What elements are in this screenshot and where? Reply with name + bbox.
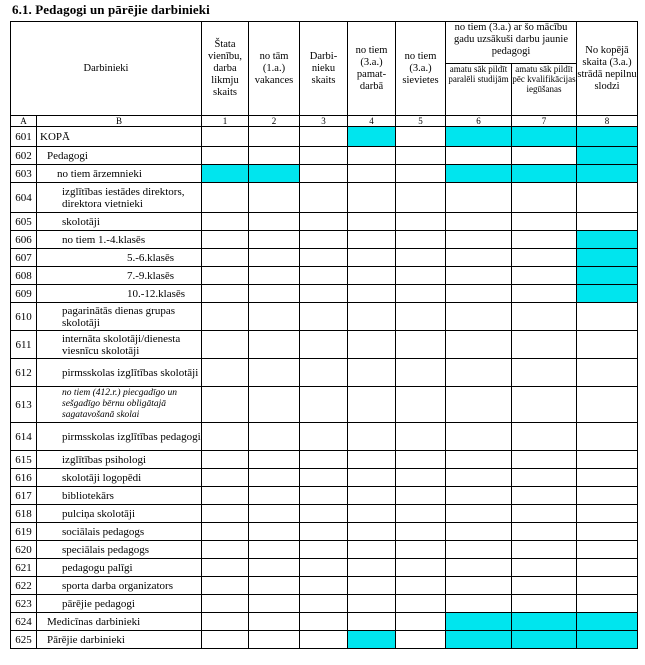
data-cell[interactable] bbox=[512, 359, 577, 387]
data-cell[interactable] bbox=[446, 249, 512, 267]
data-cell[interactable] bbox=[249, 147, 300, 165]
row-code: 622 bbox=[11, 577, 37, 595]
table-row bbox=[11, 213, 638, 231]
row-label: pirmsskolas izglītības skolotāji bbox=[37, 359, 202, 387]
data-cell[interactable] bbox=[396, 487, 446, 505]
data-cell[interactable] bbox=[202, 387, 249, 423]
table-row bbox=[11, 387, 638, 423]
data-cell[interactable] bbox=[249, 359, 300, 387]
data-cell[interactable] bbox=[249, 165, 300, 183]
data-cell[interactable] bbox=[249, 423, 300, 451]
row-code: 623 bbox=[11, 595, 37, 613]
data-cell[interactable] bbox=[202, 127, 249, 147]
data-cell[interactable] bbox=[249, 559, 300, 577]
data-cell[interactable] bbox=[512, 387, 577, 423]
row-code: 602 bbox=[11, 147, 37, 165]
data-cell[interactable] bbox=[249, 487, 300, 505]
data-cell[interactable] bbox=[249, 249, 300, 267]
table-row bbox=[11, 303, 638, 331]
data-cell[interactable] bbox=[202, 331, 249, 359]
data-cell[interactable] bbox=[249, 523, 300, 541]
data-cell[interactable] bbox=[446, 387, 512, 423]
data-cell[interactable] bbox=[300, 505, 348, 523]
table-row bbox=[11, 165, 638, 183]
data-cell[interactable] bbox=[577, 577, 638, 595]
row-code: 603 bbox=[11, 165, 37, 183]
column-letter: B bbox=[37, 116, 202, 127]
data-cell[interactable] bbox=[446, 577, 512, 595]
staff-table bbox=[10, 21, 638, 649]
data-cell[interactable] bbox=[577, 231, 638, 249]
row-label: Pārējie darbinieki bbox=[37, 631, 202, 649]
data-cell[interactable] bbox=[348, 469, 396, 487]
row-code: 615 bbox=[11, 451, 37, 469]
data-cell[interactable] bbox=[577, 541, 638, 559]
row-code: 612 bbox=[11, 359, 37, 387]
data-cell[interactable] bbox=[300, 595, 348, 613]
data-cell[interactable] bbox=[512, 213, 577, 231]
data-cell[interactable] bbox=[300, 359, 348, 387]
data-cell[interactable] bbox=[396, 213, 446, 231]
data-cell[interactable] bbox=[512, 249, 577, 267]
table-body bbox=[11, 127, 638, 649]
data-cell[interactable] bbox=[202, 165, 249, 183]
data-cell[interactable] bbox=[577, 165, 638, 183]
row-label: internāta skolotāji/dienesta viesnīcu skolotāji bbox=[37, 331, 202, 359]
table-row bbox=[11, 249, 638, 267]
data-cell[interactable] bbox=[202, 631, 249, 649]
row-label: Pedagogi bbox=[37, 147, 202, 165]
row-code: 621 bbox=[11, 559, 37, 577]
data-cell[interactable] bbox=[300, 127, 348, 147]
data-cell[interactable] bbox=[348, 523, 396, 541]
row-code: 611 bbox=[11, 331, 37, 359]
header-col6: amatu sāk pildīt paralēli studijām bbox=[446, 64, 512, 116]
data-cell[interactable] bbox=[396, 331, 446, 359]
data-cell[interactable] bbox=[202, 469, 249, 487]
data-cell[interactable] bbox=[577, 359, 638, 387]
table-row bbox=[11, 631, 638, 649]
data-cell[interactable] bbox=[202, 267, 249, 285]
data-cell[interactable] bbox=[512, 303, 577, 331]
row-code: 618 bbox=[11, 505, 37, 523]
header-col1: Štata vienību, darba likmju skaits bbox=[202, 22, 249, 116]
data-cell[interactable] bbox=[348, 285, 396, 303]
row-code: 617 bbox=[11, 487, 37, 505]
row-label: 5.-6.klasēs bbox=[37, 249, 202, 267]
data-cell[interactable] bbox=[512, 331, 577, 359]
data-cell[interactable] bbox=[446, 165, 512, 183]
data-cell[interactable] bbox=[446, 613, 512, 631]
data-cell[interactable] bbox=[577, 423, 638, 451]
data-cell[interactable] bbox=[577, 487, 638, 505]
data-cell[interactable] bbox=[512, 631, 577, 649]
data-cell[interactable] bbox=[446, 183, 512, 213]
row-code: 608 bbox=[11, 267, 37, 285]
data-cell[interactable] bbox=[577, 505, 638, 523]
row-label: skolotāji bbox=[37, 213, 202, 231]
column-letters-row bbox=[11, 116, 638, 127]
data-cell[interactable] bbox=[577, 523, 638, 541]
table-row bbox=[11, 127, 638, 147]
data-cell[interactable] bbox=[396, 183, 446, 213]
row-code: 613 bbox=[11, 387, 37, 423]
data-cell[interactable] bbox=[249, 631, 300, 649]
data-cell[interactable] bbox=[202, 451, 249, 469]
data-cell[interactable] bbox=[577, 213, 638, 231]
row-label: pagarinātās dienas grupas skolotāji bbox=[37, 303, 202, 331]
data-cell[interactable] bbox=[348, 595, 396, 613]
data-cell[interactable] bbox=[249, 267, 300, 285]
data-cell[interactable] bbox=[577, 303, 638, 331]
data-cell[interactable] bbox=[512, 469, 577, 487]
row-label: no tiem 1.-4.klasēs bbox=[37, 231, 202, 249]
data-cell[interactable] bbox=[348, 577, 396, 595]
row-code: 607 bbox=[11, 249, 37, 267]
row-label: 10.-12.klasēs bbox=[37, 285, 202, 303]
data-cell[interactable] bbox=[249, 387, 300, 423]
data-cell[interactable] bbox=[396, 613, 446, 631]
table-row bbox=[11, 541, 638, 559]
data-cell[interactable] bbox=[202, 231, 249, 249]
data-cell[interactable] bbox=[348, 359, 396, 387]
data-cell[interactable] bbox=[202, 559, 249, 577]
data-cell[interactable] bbox=[202, 183, 249, 213]
data-cell[interactable] bbox=[446, 487, 512, 505]
row-code: 625 bbox=[11, 631, 37, 649]
column-letter: 2 bbox=[249, 116, 300, 127]
data-cell[interactable] bbox=[577, 267, 638, 285]
data-cell[interactable] bbox=[446, 631, 512, 649]
data-cell[interactable] bbox=[512, 147, 577, 165]
data-cell[interactable] bbox=[300, 249, 348, 267]
data-cell[interactable] bbox=[396, 267, 446, 285]
table-row bbox=[11, 183, 638, 213]
data-cell[interactable] bbox=[300, 267, 348, 285]
data-cell[interactable] bbox=[348, 541, 396, 559]
data-cell[interactable] bbox=[577, 469, 638, 487]
table-row bbox=[11, 559, 638, 577]
data-cell[interactable] bbox=[512, 285, 577, 303]
data-cell[interactable] bbox=[249, 505, 300, 523]
row-label: pulciņa skolotāji bbox=[37, 505, 202, 523]
data-cell[interactable] bbox=[300, 577, 348, 595]
data-cell[interactable] bbox=[348, 613, 396, 631]
row-code: 620 bbox=[11, 541, 37, 559]
data-cell[interactable] bbox=[396, 523, 446, 541]
data-cell[interactable] bbox=[446, 595, 512, 613]
row-label: pedagogu palīgi bbox=[37, 559, 202, 577]
row-label: no tiem ārzemnieki bbox=[37, 165, 202, 183]
data-cell[interactable] bbox=[300, 559, 348, 577]
header-darbinieki: Darbinieki bbox=[11, 22, 202, 116]
data-cell[interactable] bbox=[348, 127, 396, 147]
data-cell[interactable] bbox=[446, 267, 512, 285]
row-code: 614 bbox=[11, 423, 37, 451]
row-code: 606 bbox=[11, 231, 37, 249]
row-code: 604 bbox=[11, 183, 37, 213]
data-cell[interactable] bbox=[446, 147, 512, 165]
table-row bbox=[11, 285, 638, 303]
data-cell[interactable] bbox=[249, 331, 300, 359]
data-cell[interactable] bbox=[396, 595, 446, 613]
column-letter: 7 bbox=[512, 116, 577, 127]
data-cell[interactable] bbox=[300, 451, 348, 469]
row-label: izglītības iestādes direktors, direktora vietnieki bbox=[37, 183, 202, 213]
row-code: 610 bbox=[11, 303, 37, 331]
section-title: 6.1. Pedagogi un pārējie darbinieki bbox=[12, 2, 210, 17]
column-letter: 5 bbox=[396, 116, 446, 127]
data-cell[interactable] bbox=[348, 559, 396, 577]
data-cell[interactable] bbox=[446, 523, 512, 541]
data-cell[interactable] bbox=[249, 285, 300, 303]
data-cell[interactable] bbox=[446, 359, 512, 387]
data-cell[interactable] bbox=[202, 147, 249, 165]
row-code: 619 bbox=[11, 523, 37, 541]
table-row bbox=[11, 613, 638, 631]
header-col4: no tiem (3.a.) pamat-darbā bbox=[348, 22, 396, 116]
data-cell[interactable] bbox=[396, 505, 446, 523]
data-cell[interactable] bbox=[300, 613, 348, 631]
data-cell[interactable] bbox=[512, 267, 577, 285]
column-letter: 4 bbox=[348, 116, 396, 127]
table-row bbox=[11, 577, 638, 595]
data-cell[interactable] bbox=[300, 331, 348, 359]
table-row bbox=[11, 523, 638, 541]
data-cell[interactable] bbox=[512, 613, 577, 631]
data-cell[interactable] bbox=[577, 613, 638, 631]
table-row bbox=[11, 331, 638, 359]
data-cell[interactable] bbox=[249, 541, 300, 559]
data-cell[interactable] bbox=[512, 523, 577, 541]
data-cell[interactable] bbox=[446, 505, 512, 523]
data-cell[interactable] bbox=[300, 469, 348, 487]
column-letter: 1 bbox=[202, 116, 249, 127]
data-cell[interactable] bbox=[249, 127, 300, 147]
data-cell[interactable] bbox=[249, 183, 300, 213]
data-cell[interactable] bbox=[446, 469, 512, 487]
data-cell[interactable] bbox=[348, 183, 396, 213]
column-letter: A bbox=[11, 116, 37, 127]
data-cell[interactable] bbox=[300, 523, 348, 541]
data-cell[interactable] bbox=[202, 249, 249, 267]
data-cell[interactable] bbox=[202, 285, 249, 303]
row-code: 609 bbox=[11, 285, 37, 303]
data-cell[interactable] bbox=[446, 285, 512, 303]
row-label: speciālais pedagogs bbox=[37, 541, 202, 559]
table-row bbox=[11, 231, 638, 249]
row-label: izglītības psihologi bbox=[37, 451, 202, 469]
table-row bbox=[11, 451, 638, 469]
data-cell[interactable] bbox=[577, 451, 638, 469]
data-cell[interactable] bbox=[202, 359, 249, 387]
header-col5: no tiem (3.a.) sievietes bbox=[396, 22, 446, 116]
data-cell[interactable] bbox=[396, 577, 446, 595]
data-cell[interactable] bbox=[300, 213, 348, 231]
data-cell[interactable] bbox=[300, 285, 348, 303]
data-cell[interactable] bbox=[249, 213, 300, 231]
data-cell[interactable] bbox=[512, 183, 577, 213]
data-cell[interactable] bbox=[348, 267, 396, 285]
data-cell[interactable] bbox=[202, 613, 249, 631]
data-cell[interactable] bbox=[512, 559, 577, 577]
row-label: KOPĀ bbox=[37, 127, 202, 147]
data-cell[interactable] bbox=[300, 541, 348, 559]
data-cell[interactable] bbox=[348, 165, 396, 183]
data-cell[interactable] bbox=[202, 505, 249, 523]
data-cell[interactable] bbox=[202, 487, 249, 505]
table-row bbox=[11, 487, 638, 505]
data-cell[interactable] bbox=[446, 423, 512, 451]
data-cell[interactable] bbox=[577, 285, 638, 303]
table-row bbox=[11, 595, 638, 613]
data-cell[interactable] bbox=[348, 303, 396, 331]
data-cell[interactable] bbox=[249, 451, 300, 469]
data-cell[interactable] bbox=[396, 469, 446, 487]
data-cell[interactable] bbox=[348, 423, 396, 451]
data-cell[interactable] bbox=[348, 387, 396, 423]
data-cell[interactable] bbox=[577, 595, 638, 613]
data-cell[interactable] bbox=[396, 631, 446, 649]
data-cell[interactable] bbox=[249, 613, 300, 631]
row-label: no tiem (412.r.) piecgadīgo un sešgadīgo bērnu obligātajā sagatavošanā skolai bbox=[37, 387, 202, 423]
data-cell[interactable] bbox=[577, 127, 638, 147]
data-cell[interactable] bbox=[202, 523, 249, 541]
data-cell[interactable] bbox=[300, 147, 348, 165]
data-cell[interactable] bbox=[300, 387, 348, 423]
row-code: 601 bbox=[11, 127, 37, 147]
data-cell[interactable] bbox=[512, 451, 577, 469]
data-cell[interactable] bbox=[577, 631, 638, 649]
data-cell[interactable] bbox=[512, 423, 577, 451]
data-cell[interactable] bbox=[348, 505, 396, 523]
column-letter: 6 bbox=[446, 116, 512, 127]
data-cell[interactable] bbox=[249, 595, 300, 613]
table-row bbox=[11, 423, 638, 451]
data-cell[interactable] bbox=[396, 559, 446, 577]
data-cell[interactable] bbox=[348, 213, 396, 231]
data-cell[interactable] bbox=[577, 183, 638, 213]
data-cell[interactable] bbox=[396, 249, 446, 267]
column-letter: 8 bbox=[577, 116, 638, 127]
data-cell[interactable] bbox=[512, 577, 577, 595]
data-cell[interactable] bbox=[512, 505, 577, 523]
table-row bbox=[11, 359, 638, 387]
table-row bbox=[11, 505, 638, 523]
data-cell[interactable] bbox=[202, 213, 249, 231]
row-label: pārējie pedagogi bbox=[37, 595, 202, 613]
data-cell[interactable] bbox=[396, 541, 446, 559]
data-cell[interactable] bbox=[300, 303, 348, 331]
data-cell[interactable] bbox=[348, 331, 396, 359]
data-cell[interactable] bbox=[348, 451, 396, 469]
data-cell[interactable] bbox=[577, 249, 638, 267]
data-cell[interactable] bbox=[300, 631, 348, 649]
data-cell[interactable] bbox=[300, 165, 348, 183]
data-cell[interactable] bbox=[446, 127, 512, 147]
data-cell[interactable] bbox=[348, 249, 396, 267]
row-code: 624 bbox=[11, 613, 37, 631]
column-letter: 3 bbox=[300, 116, 348, 127]
header-col2: no tām (1.a.) vakances bbox=[249, 22, 300, 116]
data-cell[interactable] bbox=[249, 303, 300, 331]
data-cell[interactable] bbox=[446, 331, 512, 359]
data-cell[interactable] bbox=[300, 487, 348, 505]
data-cell[interactable] bbox=[396, 285, 446, 303]
data-cell[interactable] bbox=[446, 559, 512, 577]
data-cell[interactable] bbox=[202, 423, 249, 451]
data-cell[interactable] bbox=[577, 147, 638, 165]
row-label: 7.-9.klasēs bbox=[37, 267, 202, 285]
data-cell[interactable] bbox=[202, 577, 249, 595]
table-row bbox=[11, 267, 638, 285]
row-code: 605 bbox=[11, 213, 37, 231]
header-col3: Darbi-nieku skaits bbox=[300, 22, 348, 116]
row-label: sociālais pedagogs bbox=[37, 523, 202, 541]
row-label: bibliotekārs bbox=[37, 487, 202, 505]
data-cell[interactable] bbox=[396, 231, 446, 249]
data-cell[interactable] bbox=[202, 541, 249, 559]
data-cell[interactable] bbox=[512, 541, 577, 559]
data-cell[interactable] bbox=[249, 469, 300, 487]
header-col7: amatu sāk pildīt pēc kvalifikācijas iegūšanas bbox=[512, 64, 577, 116]
row-label: Medicīnas darbinieki bbox=[37, 613, 202, 631]
data-cell[interactable] bbox=[202, 303, 249, 331]
data-cell[interactable] bbox=[446, 213, 512, 231]
row-code: 616 bbox=[11, 469, 37, 487]
data-cell[interactable] bbox=[577, 559, 638, 577]
data-cell[interactable] bbox=[348, 231, 396, 249]
data-cell[interactable] bbox=[446, 541, 512, 559]
data-cell[interactable] bbox=[446, 231, 512, 249]
data-cell[interactable] bbox=[512, 231, 577, 249]
table-row bbox=[11, 147, 638, 165]
data-cell[interactable] bbox=[249, 231, 300, 249]
data-cell[interactable] bbox=[446, 451, 512, 469]
data-cell[interactable] bbox=[396, 451, 446, 469]
header-col67: no tiem (3.a.) ar šo mācību gadu uzsākuši darbu jaunie pedagogi bbox=[446, 22, 577, 64]
header-col8: No kopējā skaita (3.a.) strādā nepilnu slodzi bbox=[577, 22, 638, 116]
data-cell[interactable] bbox=[396, 359, 446, 387]
data-cell[interactable] bbox=[348, 487, 396, 505]
data-cell[interactable] bbox=[512, 595, 577, 613]
data-cell[interactable] bbox=[396, 165, 446, 183]
data-cell[interactable] bbox=[396, 127, 446, 147]
data-cell[interactable] bbox=[300, 423, 348, 451]
row-label: skolotāji logopēdi bbox=[37, 469, 202, 487]
row-label: pirmsskolas izglītības pedagogi bbox=[37, 423, 202, 451]
row-label: sporta darba organizators bbox=[37, 577, 202, 595]
data-cell[interactable] bbox=[512, 487, 577, 505]
data-cell[interactable] bbox=[396, 387, 446, 423]
data-cell[interactable] bbox=[512, 127, 577, 147]
data-cell[interactable] bbox=[396, 423, 446, 451]
data-cell[interactable] bbox=[577, 387, 638, 423]
data-cell[interactable] bbox=[202, 595, 249, 613]
table-row bbox=[11, 469, 638, 487]
data-cell[interactable] bbox=[348, 147, 396, 165]
data-cell[interactable] bbox=[512, 165, 577, 183]
data-cell[interactable] bbox=[348, 631, 396, 649]
data-cell[interactable] bbox=[396, 147, 446, 165]
data-cell[interactable] bbox=[300, 183, 348, 213]
data-cell[interactable] bbox=[446, 303, 512, 331]
data-cell[interactable] bbox=[577, 331, 638, 359]
data-cell[interactable] bbox=[396, 303, 446, 331]
data-cell[interactable] bbox=[249, 577, 300, 595]
data-cell[interactable] bbox=[300, 231, 348, 249]
